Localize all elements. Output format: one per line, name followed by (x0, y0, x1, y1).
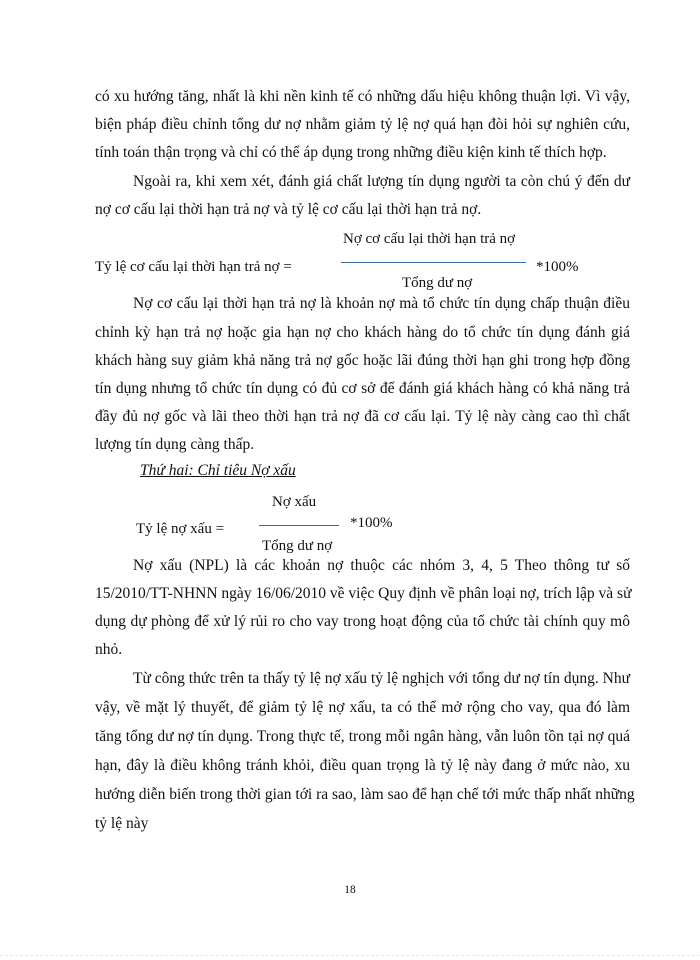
formula-denominator: Tổng dư nợ (402, 275, 473, 291)
text-line: 15/2010/TT-NHNN ngày 16/06/2010 về việc Quy định về phân loại nợ, trích lập và sử (95, 585, 632, 602)
text-line: Ngoài ra, khi xem xét, đánh giá chất lượng tín dụng người ta còn chú ý đến dư (133, 173, 630, 190)
text-line: hướng diễn biến trong thời gian tới ra sao, làm sao để hạn chế tới mức thấp nhất những (95, 786, 635, 803)
text-line: biện pháp điều chỉnh tổng dư nợ nhằm giảm tỷ lệ nợ quá hạn đòi hỏi sự nghiên cứu, (95, 116, 630, 133)
text-line: Nợ cơ cấu lại thời hạn trả nợ là khoản nợ mà tổ chức tín dụng chấp thuận điều (133, 295, 630, 312)
text-line: Nợ xấu (NPL) là các khoản nợ thuộc các nhóm 3, 4, 5 Theo thông tư số (133, 557, 630, 574)
formula-numerator: Nợ xấu (272, 494, 317, 510)
text-line: đầy đủ nợ gốc và lãi theo thời hạn trả nợ đã cơ cấu lại. Tỷ lệ này càng cao thì chất (95, 408, 630, 425)
text-line: tỷ lệ này (95, 815, 149, 832)
text-line: chỉnh kỳ hạn trả nợ hoặc gia hạn nợ cho khách hàng do tổ chức tín dụng đánh giá (95, 324, 630, 341)
formula-multiplier: *100% (536, 259, 579, 275)
fraction-line (259, 525, 339, 526)
text-line: khách hàng suy giảm khả năng trả nợ gốc hoặc lãi đúng thời hạn ghi trong hợp đồng (95, 352, 630, 369)
text-line: tín dụng nhưng tổ chức tín dụng có đủ cơ sở để đánh giá khách hàng có khả năng trả (95, 380, 630, 397)
formula-denominator: Tổng dư nợ (262, 538, 333, 554)
section-heading: Thứ hai: Chỉ tiêu Nợ xấu (140, 462, 296, 479)
page-number: 18 (344, 884, 356, 896)
formula-label: Tỷ lệ cơ cấu lại thời hạn trả nợ = (95, 259, 292, 275)
text-line: hạn, đây là điều không tránh khỏi, điều quan trọng là tỷ lệ này đang ở mức nào, xu (95, 757, 630, 774)
text-line: dụng dự phòng để xử lý rủi ro cho vay trong hoạt động của tổ chức tài chính quy mô (95, 613, 630, 630)
text-line: tính toán thận trọng và chỉ có thể áp dụng trong những điều kiện kinh tế thích hợp. (95, 144, 607, 161)
text-line: có xu hướng tăng, nhất là khi nền kinh tế có những dấu hiệu không thuận lợi. Vì vậy, (95, 88, 630, 105)
text-line: nhỏ. (95, 641, 123, 658)
text-line: nợ cơ cấu lại thời hạn trả nợ và tỷ lệ cơ cấu lại thời hạn trả nợ. (95, 201, 482, 218)
text-line: lượng tín dụng càng thấp. (95, 436, 255, 453)
text-line: vậy, về mặt lý thuyết, để giảm tỷ lệ nợ xấu, ta có thể mở rộng cho vay, qua đó làm (95, 699, 630, 716)
fraction-line (341, 262, 526, 263)
formula-numerator: Nợ cơ cấu lại thời hạn trả nợ (343, 231, 516, 247)
page-bottom-divider (0, 955, 700, 956)
formula-multiplier: *100% (350, 515, 393, 531)
formula-label: Tỷ lệ nợ xấu = (136, 521, 225, 537)
text-line: tăng tổng dư nợ tín dụng. Trong thực tế, trong mỗi ngân hàng, vẫn luôn tồn tại nợ quá (95, 728, 630, 745)
text-line: Từ công thức trên ta thấy tỷ lệ nợ xấu tỷ lệ nghịch với tổng dư nợ tín dụng. Như (133, 670, 630, 687)
